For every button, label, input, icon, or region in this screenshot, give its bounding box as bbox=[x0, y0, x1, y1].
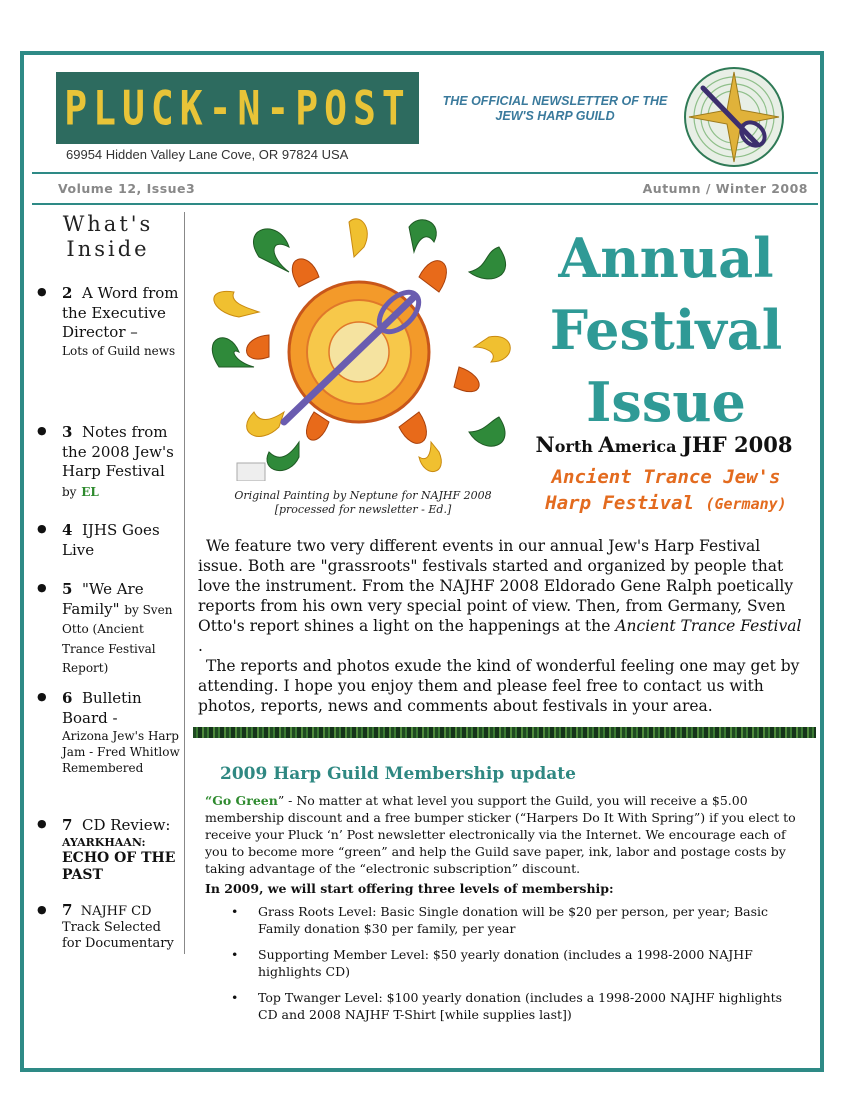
guild-address: 69954 Hidden Valley Lane Cove, OR 97824 USA bbox=[66, 147, 349, 162]
decorative-band bbox=[193, 727, 816, 738]
newsletter-title: PLUCK-N-POST bbox=[64, 80, 411, 136]
na-jhf-2008: JHF 2008 bbox=[682, 432, 793, 457]
contents-item-title: Notes from the 2008 Jew's Harp Festival bbox=[62, 423, 174, 480]
contents-byline: by Sven Otto (Ancient Trance Festival Report) bbox=[62, 602, 173, 675]
level-item: • Supporting Member Level: $50 yearly donation (includes a 1998-2000 NAJHF highlights CD) bbox=[205, 946, 805, 980]
contents-item[interactable] bbox=[32, 580, 180, 678]
issue-headline bbox=[535, 222, 797, 438]
whats-inside-sidebar bbox=[32, 212, 185, 954]
intro-paragraph-2: The reports and photos exude the kind of wonderful feeling one may get by attending. I hope you enjoy them and please feel free to contact us with photos, reports, news and comments about festivals in your area. bbox=[198, 657, 800, 715]
contents-item[interactable] bbox=[32, 284, 180, 359]
membership-levels bbox=[205, 903, 805, 1023]
level-item: • Grass Roots Level: Basic Single donation will be $20 per person, per year; Basic Family donation $30 per family, per year bbox=[205, 903, 805, 937]
page-number: 7 bbox=[62, 816, 73, 834]
ancient-trance-heading bbox=[526, 464, 806, 517]
contents-item[interactable] bbox=[32, 816, 180, 884]
header-rule-bottom bbox=[32, 203, 818, 205]
na-letter-a: A bbox=[598, 432, 615, 457]
newsletter-tagline: THE OFFICIAL NEWSLETTER OF THE JEW'S HARP GUILD bbox=[442, 94, 668, 123]
contents-item[interactable] bbox=[32, 689, 180, 776]
contents-item-title: "We Are Family" bbox=[62, 580, 144, 618]
page-number: 7 bbox=[62, 901, 73, 919]
intro-paragraph-1 bbox=[198, 536, 808, 656]
contents-item-subtitle: AYARKHAAN: bbox=[62, 835, 146, 849]
masthead-banner bbox=[56, 72, 419, 144]
contents-item[interactable] bbox=[32, 902, 180, 952]
contents-item-title: CD Review: bbox=[81, 816, 171, 834]
caption-line-2: [processed for newsletter - Ed.] bbox=[274, 503, 452, 516]
page-number: 3 bbox=[62, 423, 73, 441]
intro-text: We feature two very different events in our annual Jew's Harp Festival issue. Both are "grassroots" festivals started and organized by people that love the instrument. From the NAJHF 2008 Eldorado Gene Ralph poetically reports from his own very special point of view. Then, from Germany, Sven Otto's report shines a light on the happenings at the bbox=[198, 537, 794, 635]
contents-item-title: Bulletin Board - bbox=[62, 689, 142, 727]
contents-item-subtitle: Lots of Guild news bbox=[62, 343, 176, 358]
membership-paragraph bbox=[205, 792, 805, 877]
contents-byline: by bbox=[62, 484, 77, 499]
page-number: 2 bbox=[62, 284, 73, 302]
headline-line-2: Festival bbox=[549, 298, 783, 362]
trance-country: (Germany) bbox=[705, 495, 787, 513]
page-number: 6 bbox=[62, 689, 73, 707]
headline-line-3: Issue bbox=[586, 370, 746, 434]
headline-line-1: Annual bbox=[558, 226, 774, 290]
contents-author: EL bbox=[81, 484, 99, 499]
intro-end: . bbox=[198, 637, 203, 655]
festival-painting bbox=[199, 217, 519, 481]
intro-festival-name: Ancient Trance Festival bbox=[615, 617, 802, 635]
contents-item-emphasis: ECHO OF THE PAST bbox=[62, 849, 176, 883]
contents-item-title: A Word from the Executive Director – bbox=[62, 284, 179, 341]
contents-item-subtitle: Arizona Jew's Harp Jam - Fred Whitlow Remembered bbox=[62, 729, 180, 775]
contents-item-title: NAJHF CD Track Selected for Documentary bbox=[62, 904, 174, 951]
guild-logo-icon bbox=[683, 66, 785, 168]
volume-issue: Volume 12, Issue3 bbox=[58, 181, 196, 196]
contents-item[interactable] bbox=[32, 423, 180, 501]
feature-intro bbox=[198, 536, 808, 716]
header-rule-top bbox=[32, 172, 818, 174]
season-label: Autumn / Winter 2008 bbox=[642, 181, 808, 196]
najhf-heading bbox=[530, 432, 798, 457]
caption-line-1: Original Painting by Neptune for NAJHF 2008 bbox=[234, 489, 492, 502]
membership-body: ” - No matter at what level you support the Guild, you will receive a $5.00 membership discount and a free bumper sticker (“Harpers Do It With Spring”) if you elect to receive your Pluck ‘n’ Post newsletter electronically via the Internet. We encourage each of you to become more “green” and help the Guild save paper, ink, labor and postage costs by taking advantage of the “electronic subscription” discount. bbox=[205, 793, 796, 876]
sidebar-title: What's Inside bbox=[62, 212, 154, 261]
contents-item-title: IJHS Goes Live bbox=[62, 521, 160, 559]
painting-caption bbox=[218, 489, 508, 517]
page-number: 4 bbox=[62, 521, 73, 539]
membership-title: 2009 Harp Guild Membership update bbox=[220, 764, 576, 784]
na-letter-n: N bbox=[535, 432, 555, 457]
page-number: 5 bbox=[62, 580, 73, 598]
na-word-merica: merica bbox=[614, 437, 683, 456]
trance-festival-name: Ancient Trance Jew's Harp Festival bbox=[545, 466, 781, 514]
go-green: “Go Green bbox=[205, 793, 278, 808]
levels-title: In 2009, we will start offering three levels of membership: bbox=[205, 881, 614, 896]
na-word-orth: orth bbox=[554, 437, 599, 456]
contents-item[interactable] bbox=[32, 521, 180, 560]
membership-update bbox=[205, 792, 805, 1032]
level-item: • Top Twanger Level: $100 yearly donation (includes a 1998-2000 NAJHF highlights CD and 2008 NAJHF T-Shirt [while supplies last]) bbox=[205, 989, 805, 1023]
